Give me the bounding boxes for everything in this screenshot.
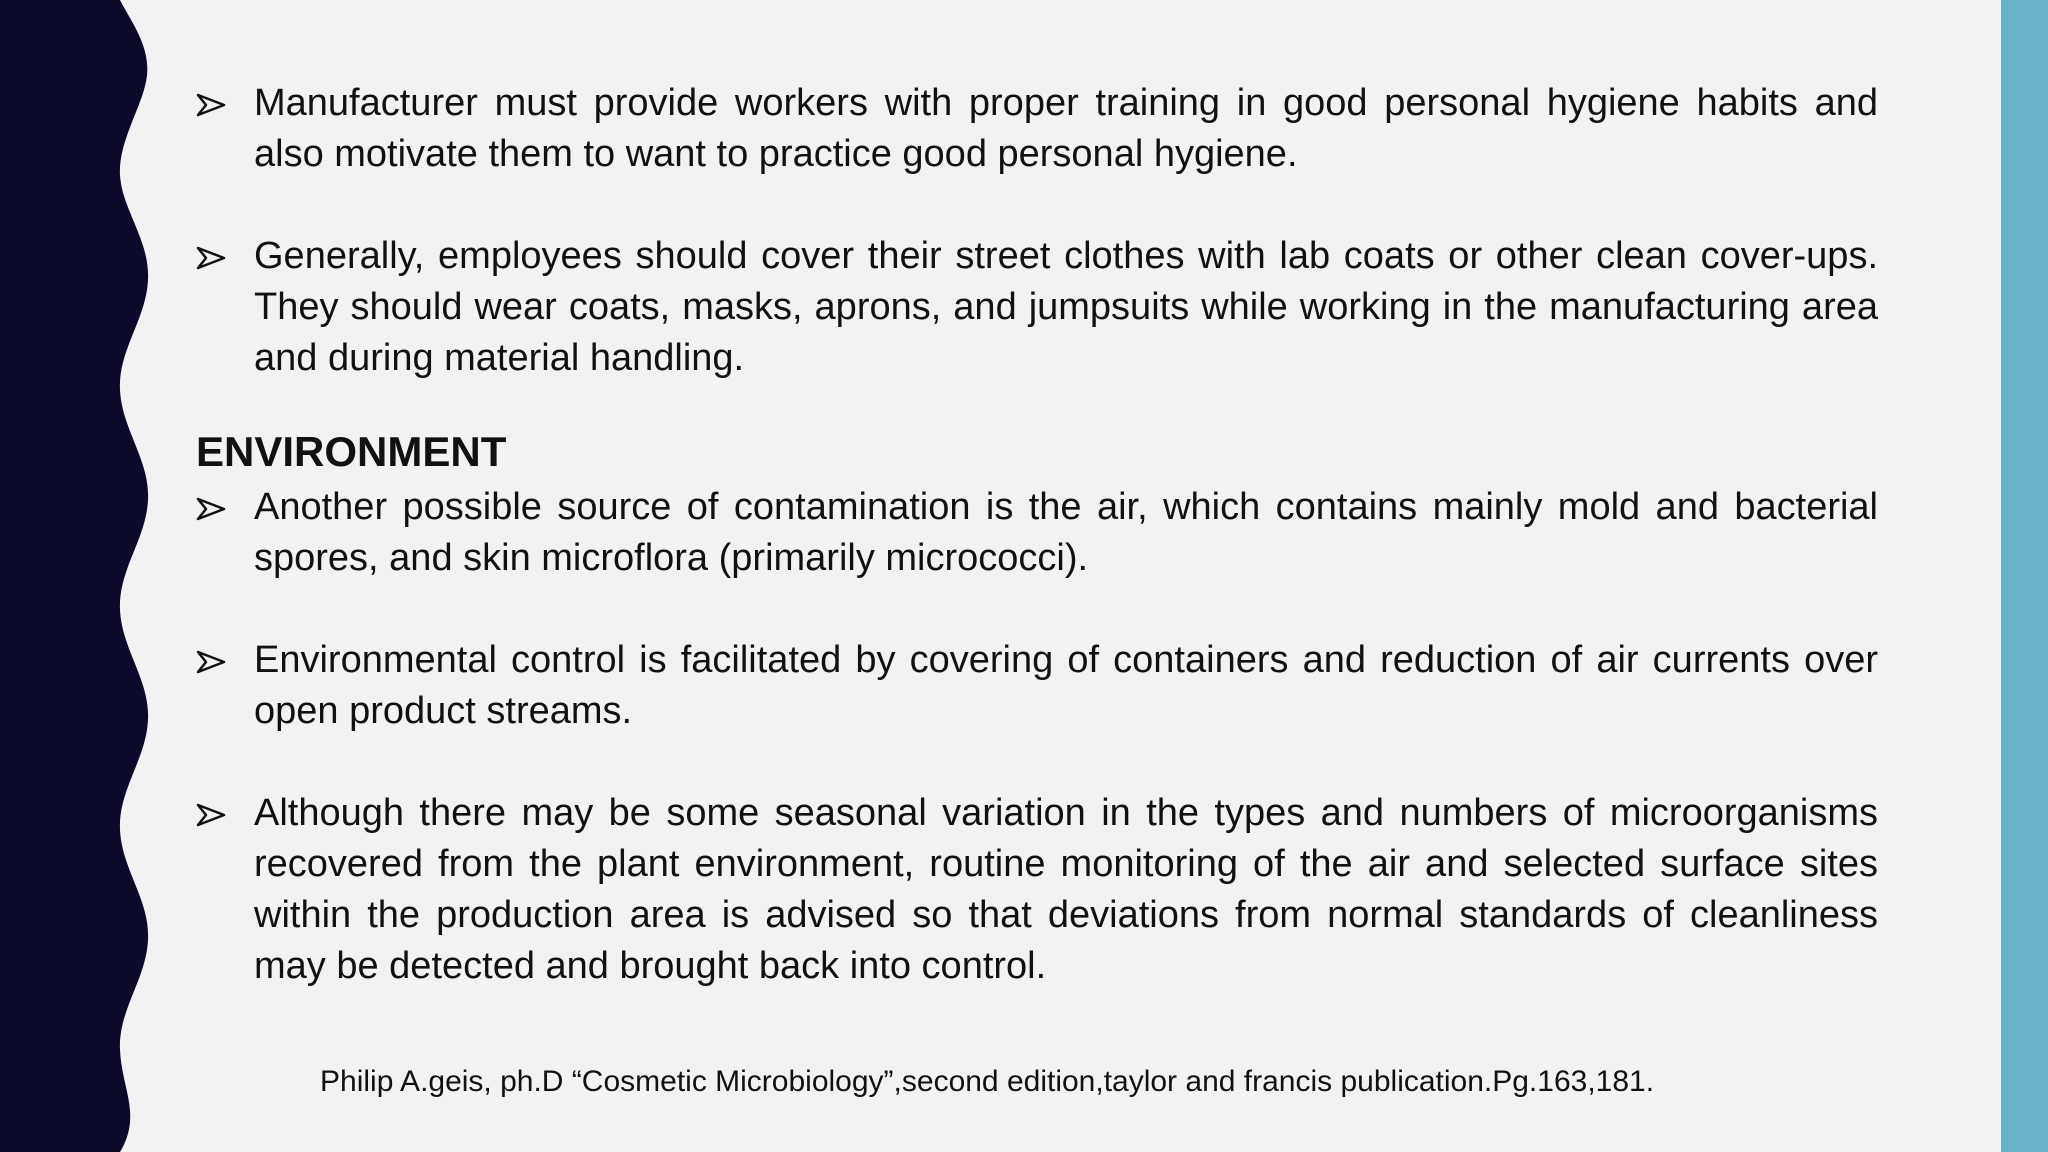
- bullet-item: [196, 78, 1878, 180]
- bullet-text: Another possible source of contamination is the air, which contains mainly mold and bacterial spores, and skin microflora (primarily micrococci).: [254, 486, 1878, 579]
- reference-citation: Philip A.geis, ph.D “Cosmetic Microbiology”,second edition,taylor and francis publication.Pg.163,181.: [320, 1065, 1655, 1098]
- bullet-text: Manufacturer must provide workers with proper training in good personal hygiene habits and also motivate them to want to practice good personal hygiene.: [254, 82, 1878, 175]
- arrowhead-bullet-icon: [196, 650, 226, 674]
- bullet-text: Although there may be some seasonal variation in the types and numbers of microorganisms recovered from the plant environment, routine monitoring of the air and selected surface sites within the production area is advised so that deviations from normal standards of cleanliness may be detected and brought back into control.: [254, 792, 1878, 987]
- arrowhead-bullet-icon: [196, 246, 226, 270]
- bullet-item: [196, 635, 1878, 737]
- bullet-item: [196, 231, 1878, 384]
- bullet-text: Environmental control is facilitated by covering of containers and reduction of air currents over open product streams.: [254, 639, 1878, 732]
- arrowhead-bullet-icon: [196, 93, 226, 117]
- slide-content: [196, 78, 1878, 992]
- bullet-text: Generally, employees should cover their street clothes with lab coats or other clean cover-ups. They should wear coats, masks, aprons, and jumpsuits while working in the manufacturing area and during material handling.: [254, 235, 1878, 379]
- arrowhead-bullet-icon: [196, 497, 226, 521]
- bullet-item: [196, 788, 1878, 992]
- arrowhead-bullet-icon: [196, 803, 226, 827]
- section-heading: ENVIRONMENT: [196, 428, 507, 475]
- left-wave-decoration: [0, 0, 160, 1152]
- right-accent-bar: [2001, 0, 2048, 1152]
- bullet-item: [196, 482, 1878, 584]
